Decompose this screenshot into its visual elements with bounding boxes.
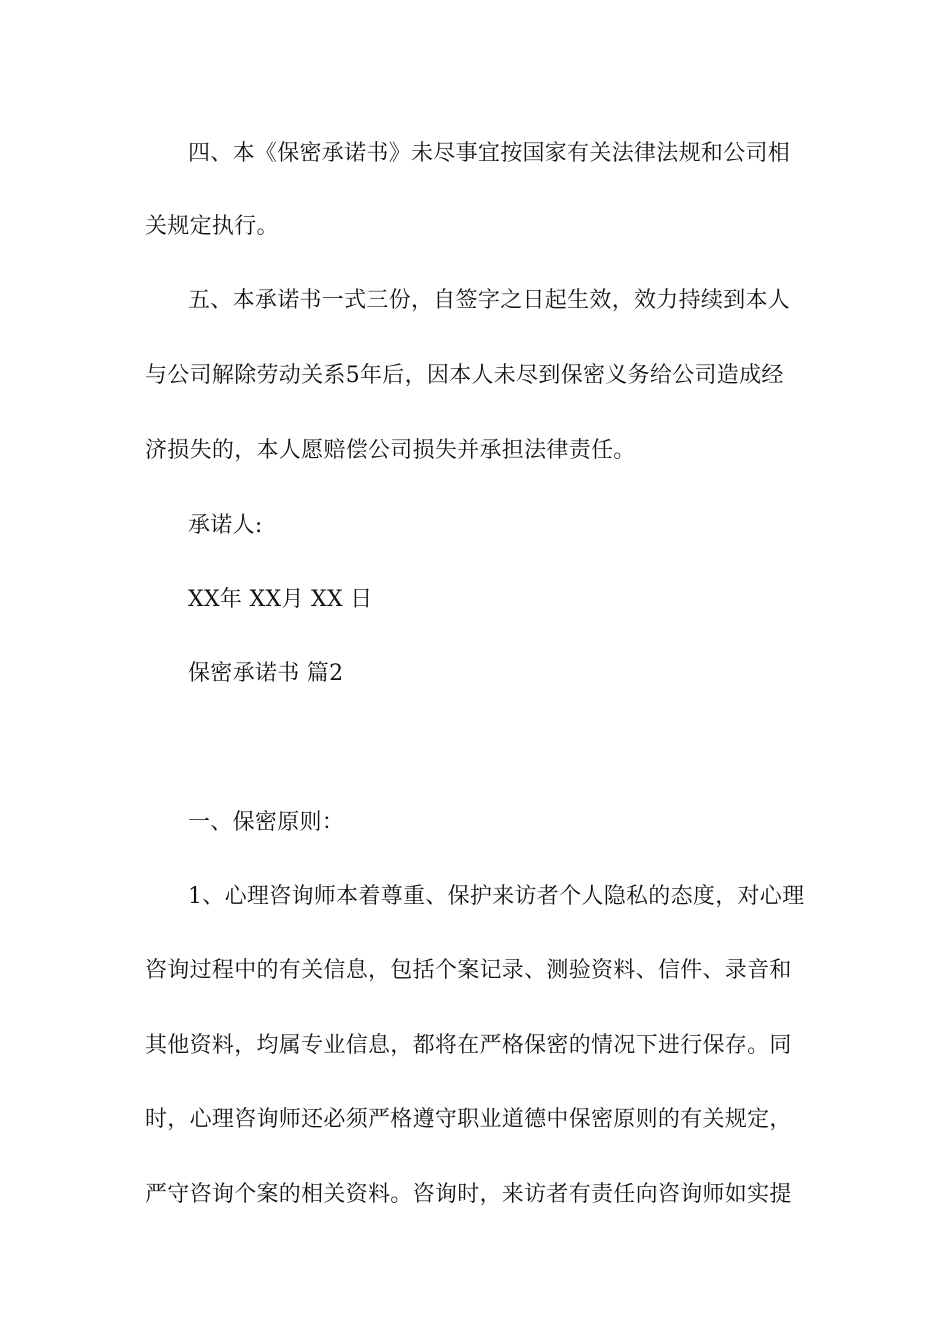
paragraph-line: 其他资料，均属专业信息，都将在严格保密的情况下进行保存。同 <box>145 1033 792 1058</box>
paragraph-line: 关规定执行。 <box>145 214 279 239</box>
paragraph-line: 济损失的，本人愿赔偿公司损失并承担法律责任。 <box>145 438 636 463</box>
paragraph-line: 时，心理咨询师还必须严格遵守职业道德中保密原则的有关规定， <box>145 1107 792 1132</box>
paragraph-line: 严守咨询个案的相关资料。咨询时，来访者有责任向咨询师如实提 <box>145 1182 792 1207</box>
promisor-label: 承诺人: <box>188 513 263 538</box>
paragraph-line: 五、本承诺书一式三份，自签字之日起生效，效力持续到本人 <box>188 288 791 313</box>
paragraph-line: 与公司解除劳动关系5年后，因本人未尽到保密义务给公司造成经 <box>145 363 784 388</box>
paragraph-line: 咨询过程中的有关信息，包括个案记录、测验资料、信件、录音和 <box>145 958 792 983</box>
section-title: 保密承诺书 篇2 <box>188 661 344 686</box>
paragraph-line: 1、心理咨询师本着尊重、保护来访者个人隐私的态度，对心理 <box>188 884 805 909</box>
date-line: XX年 XX月 XX 日 <box>188 587 373 612</box>
paragraph-line: 四、本《保密承诺书》未尽事宜按国家有关法律法规和公司相 <box>188 141 791 166</box>
section-heading: 一、保密原则： <box>188 810 345 835</box>
